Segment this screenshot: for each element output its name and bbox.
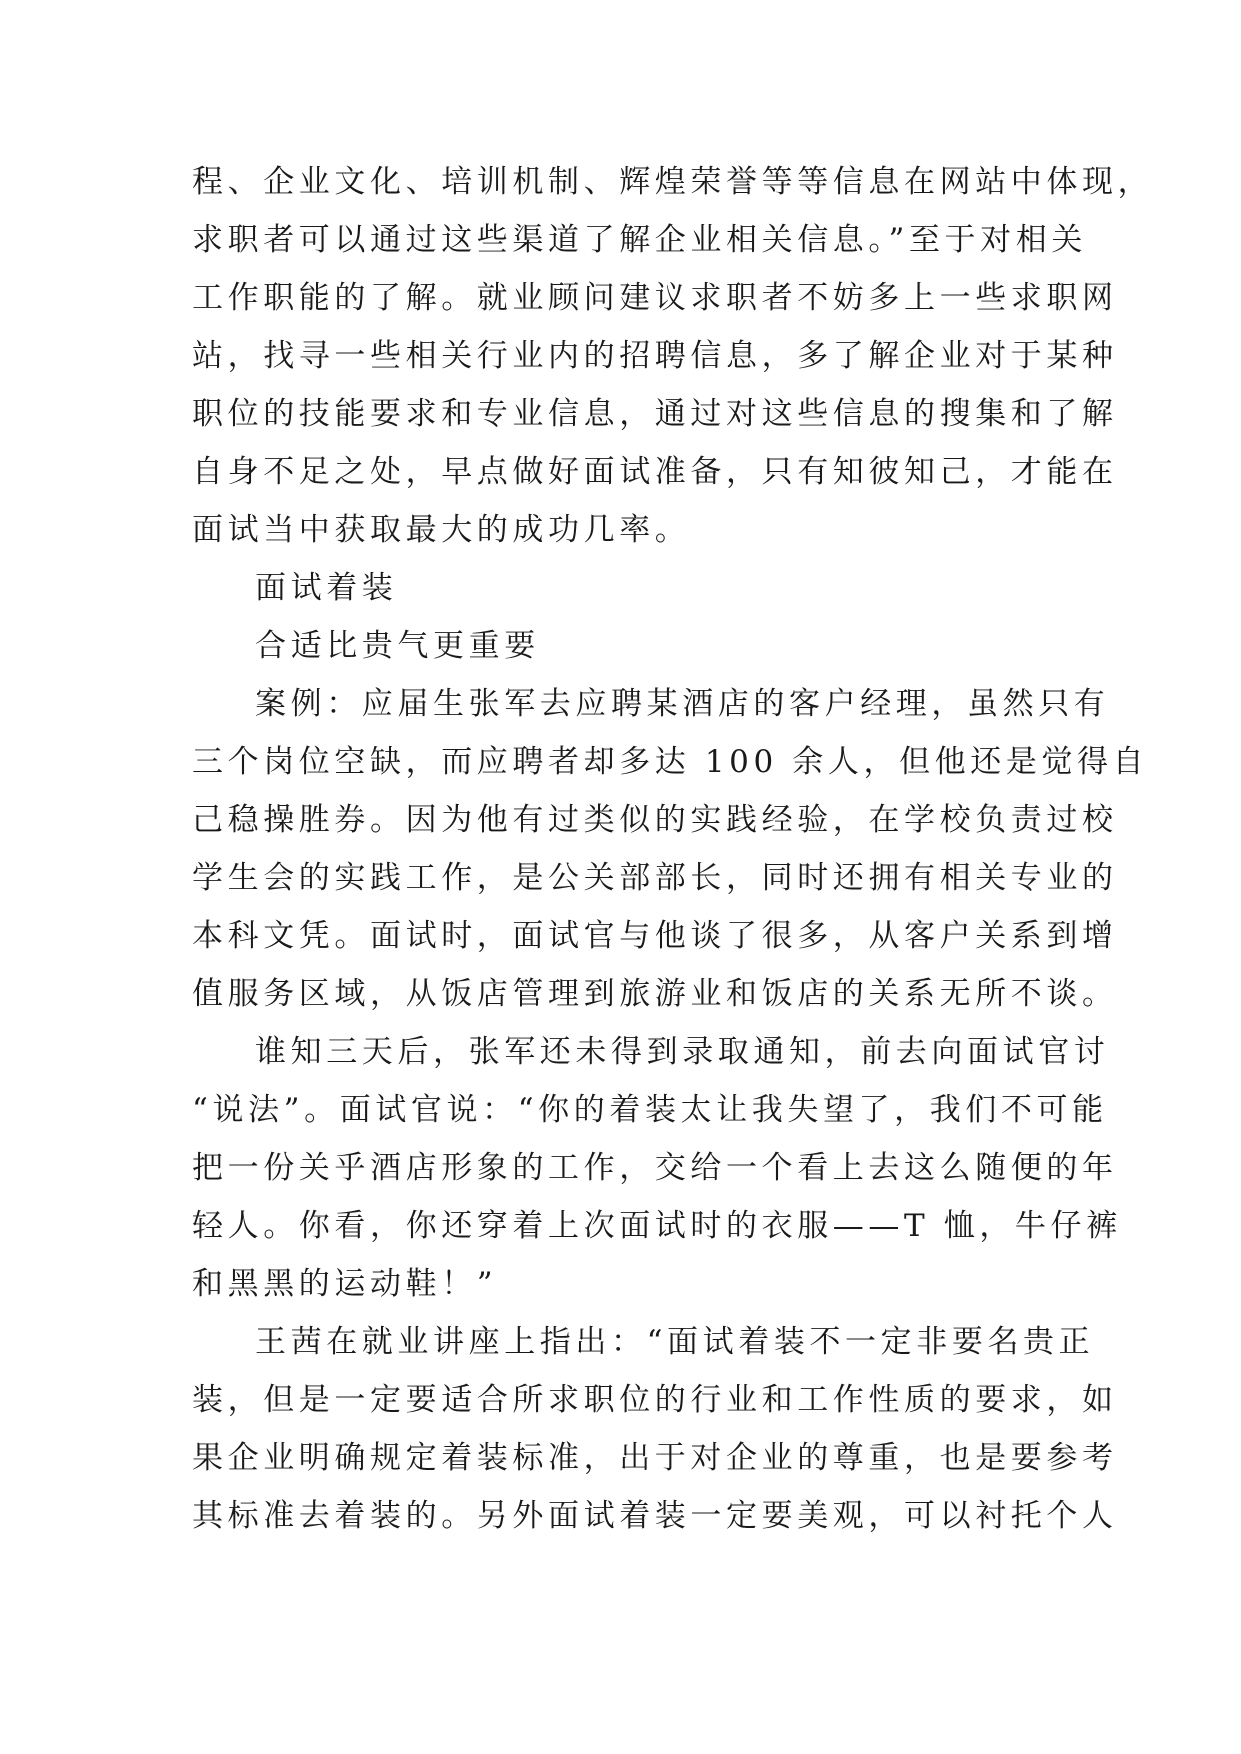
- paragraph-first-line: 案例：应届生张军去应聘某酒店的客户经理，虽然只有: [255, 686, 1110, 722]
- body-text-line: 程、企业文化、培训机制、辉煌荣誉等等信息在网站中体现，: [192, 164, 1154, 200]
- body-text-line: 装，但是一定要适合所求职位的行业和工作性质的要求，如: [192, 1382, 1118, 1418]
- body-text-line: 值服务区域，从饭店管理到旅游业和饭店的关系无所不谈。: [192, 976, 1118, 1012]
- body-text-line: 果企业明确规定着装标准，出于对企业的尊重，也是要参考: [192, 1440, 1118, 1476]
- body-text-line: 把一份关乎酒店形象的工作，交给一个看上去这么随便的年: [192, 1150, 1118, 1186]
- body-text-line: 本科文凭。面试时，面试官与他谈了很多，从客户关系到增: [192, 918, 1118, 954]
- body-text-line: 面试当中获取最大的成功几率。: [192, 512, 691, 548]
- body-text-line: 职位的技能要求和专业信息，通过对这些信息的搜集和了解: [192, 396, 1118, 432]
- body-text-line: 求职者可以通过这些渠道了解企业相关信息。”至于对相关: [192, 222, 1087, 258]
- paragraph-first-line: 王茜在就业讲座上指出：“面试着装不一定非要名贵正: [255, 1324, 1095, 1360]
- section-subheading: 合适比贵气更重要: [255, 628, 540, 664]
- body-text-line: 学生会的实践工作，是公关部部长，同时还拥有相关专业的: [192, 860, 1118, 896]
- body-text-line: 站，找寻一些相关行业内的招聘信息，多了解企业对于某种: [192, 338, 1118, 374]
- body-text-line: 己稳操胜券。因为他有过类似的实践经验，在学校负责过校: [192, 802, 1118, 838]
- body-text-line: 其标准去着装的。另外面试着装一定要美观，可以衬托个人: [192, 1498, 1118, 1534]
- body-text-line: 轻人。你看，你还穿着上次面试时的衣服——T 恤，牛仔裤: [192, 1208, 1122, 1244]
- body-text-line: “说法”。面试官说：“你的着装太让我失望了，我们不可能: [192, 1092, 1108, 1128]
- paragraph-first-line: 谁知三天后，张军还未得到录取通知，前去向面试官讨: [255, 1034, 1110, 1070]
- body-text-line: 工作职能的了解。就业顾问建议求职者不妨多上一些求职网: [192, 280, 1118, 316]
- body-text-line: 自身不足之处，早点做好面试准备，只有知彼知己，才能在: [192, 454, 1118, 490]
- section-heading: 面试着装: [255, 570, 398, 606]
- body-text-line: 和黑黑的运动鞋！”: [192, 1266, 498, 1302]
- body-text-line: 三个岗位空缺，而应聘者却多达 100 余人，但他还是觉得自: [192, 744, 1149, 780]
